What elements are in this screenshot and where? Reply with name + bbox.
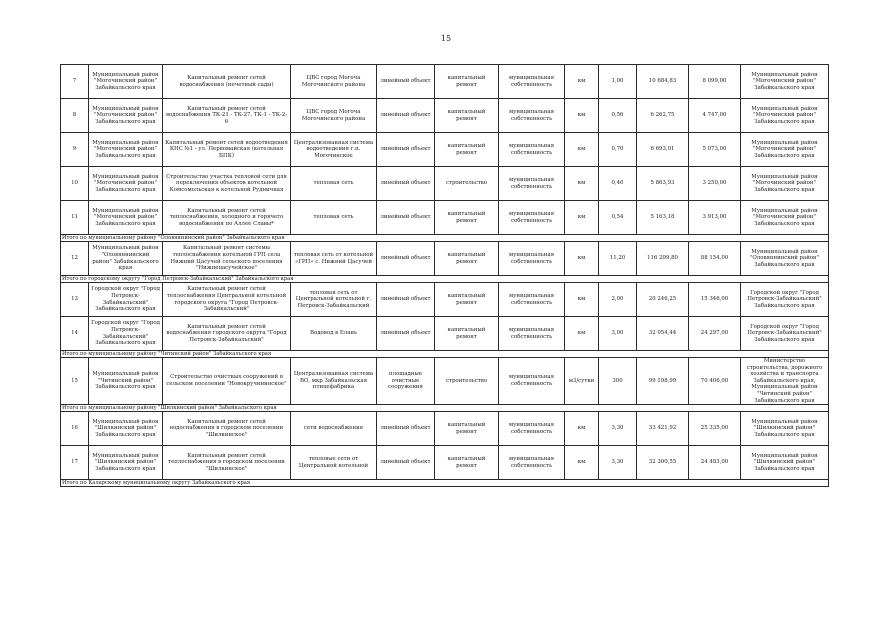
row-number: 12 xyxy=(61,242,89,276)
quantity-cell: 3,30 xyxy=(599,446,637,480)
subtotal-label: Итого по Каларскому муниципальному округу Забайкальского края xyxy=(61,480,829,487)
work-type-cell: капитальный ремонт xyxy=(435,317,499,351)
location-cell: тепловые сети от Центральной котельной xyxy=(291,446,377,480)
municipality-cell: Муниципальный район "Шилкинский район" Забайкальского края xyxy=(89,446,163,480)
location-cell: ЦВС город Могоча Могочинского района xyxy=(291,99,377,133)
work-description-cell: Капитальный ремонт сетей теплоснабжения, холодного и горячего водоснабжения по Аллее Славы* xyxy=(163,201,291,235)
recipient-cell: Муниципальный район "Могочинский район" Забайкальского края xyxy=(741,167,829,201)
location-cell: ЦВС город Могоча Могочинского района xyxy=(291,65,377,99)
cost-cell: 5 863,93 xyxy=(637,167,689,201)
ownership-cell: муниципальная собственность xyxy=(499,317,565,351)
row-number: 11 xyxy=(61,201,89,235)
table-row xyxy=(61,317,829,351)
objects-table xyxy=(60,64,829,487)
object-type-cell: линейный объект xyxy=(377,133,435,167)
ownership-cell: муниципальная собственность xyxy=(499,358,565,405)
municipality-cell: Городской округ "Город Петровск-Забайкальский" Забайкальского края xyxy=(89,283,163,317)
row-number: 16 xyxy=(61,412,89,446)
location-cell: Водовод в Елань xyxy=(291,317,377,351)
recipient-cell: Муниципальный район "Могочинский район" Забайкальского края xyxy=(741,201,829,235)
ownership-cell: муниципальная собственность xyxy=(499,242,565,276)
work-description-cell: Капитальный ремонт сетей водоснабжения (нечетный сады) xyxy=(163,65,291,99)
subsidy-cell: 4 747,00 xyxy=(689,99,741,133)
quantity-cell: 0,40 xyxy=(599,167,637,201)
row-number: 9 xyxy=(61,133,89,167)
row-number: 17 xyxy=(61,446,89,480)
work-description-cell: Строительство очистных сооружений в сельском поселении "Новокручининское" xyxy=(163,358,291,405)
unit-cell: км xyxy=(565,99,599,133)
municipality-cell: Муниципальный район "Читинский район" Забайкальского края xyxy=(89,358,163,405)
unit-cell: км xyxy=(565,446,599,480)
unit-cell: км xyxy=(565,412,599,446)
location-cell: тепловая сеть xyxy=(291,201,377,235)
subtotal-label: Итого по городскому округу "Город Петровск-Забайкальский" Забайкальского края xyxy=(61,276,829,283)
recipient-cell: Муниципальный район "Могочинский район" Забайкальского края xyxy=(741,99,829,133)
object-type-cell: линейный объект xyxy=(377,65,435,99)
table-row xyxy=(61,167,829,201)
ownership-cell: муниципальная собственность xyxy=(499,412,565,446)
subsidy-cell: 88 154,00 xyxy=(689,242,741,276)
subsidy-cell: 24 297,00 xyxy=(689,317,741,351)
object-type-cell: площадные очистные сооружения xyxy=(377,358,435,405)
unit-cell: км xyxy=(565,242,599,276)
subtotal-label: Итого по муниципальному району "Оловяннинский район" Забайкальского края xyxy=(61,235,829,242)
subsidy-cell: 70 406,00 xyxy=(689,358,741,405)
subtotal-row xyxy=(61,276,829,283)
table-row xyxy=(61,99,829,133)
work-type-cell: капитальный ремонт xyxy=(435,412,499,446)
unit-cell: км xyxy=(565,167,599,201)
subsidy-cell: 3 913,00 xyxy=(689,201,741,235)
quantity-cell: 300 xyxy=(599,358,637,405)
subsidy-cell: 5 073,00 xyxy=(689,133,741,167)
ownership-cell: муниципальная собственность xyxy=(499,99,565,133)
quantity-cell: 3,30 xyxy=(599,412,637,446)
work-description-cell: Капитальный ремонт сетей водоснабжения городского округа "Город Петровск-Забайкальский" xyxy=(163,317,291,351)
unit-cell: м3/сутки xyxy=(565,358,599,405)
object-type-cell: линейный объект xyxy=(377,99,435,133)
object-type-cell: линейный объект xyxy=(377,317,435,351)
object-type-cell: линейный объект xyxy=(377,446,435,480)
subtotal-label: Итого по муниципальному району "Шилкинский район" Забайкальского края xyxy=(61,405,829,412)
object-type-cell: линейный объект xyxy=(377,242,435,276)
work-description-cell: Капитальный ремонт сетей водоотведения КНС №1 - ул. Первомайская (котельная БПК) xyxy=(163,133,291,167)
ownership-cell: муниципальная собственность xyxy=(499,65,565,99)
work-type-cell: капитальный ремонт xyxy=(435,133,499,167)
object-type-cell: линейный объект xyxy=(377,167,435,201)
cost-cell: 116 299,80 xyxy=(637,242,689,276)
row-number: 15 xyxy=(61,358,89,405)
row-number: 10 xyxy=(61,167,89,201)
cost-cell: 32 054,44 xyxy=(637,317,689,351)
subtotal-row xyxy=(61,405,829,412)
table-row xyxy=(61,201,829,235)
table-row xyxy=(61,65,829,99)
ownership-cell: муниципальная собственность xyxy=(499,167,565,201)
ownership-cell: муниципальная собственность xyxy=(499,283,565,317)
subtotal-row xyxy=(61,480,829,487)
cost-cell: 99 198,99 xyxy=(637,358,689,405)
quantity-cell: 2,00 xyxy=(599,283,637,317)
work-type-cell: капитальный ремонт xyxy=(435,446,499,480)
page-number: 15 xyxy=(440,34,452,43)
subsidy-cell: 24 483,00 xyxy=(689,446,741,480)
municipality-cell: Муниципальный район "Могочинский район" Забайкальского края xyxy=(89,201,163,235)
municipality-cell: Муниципальный район "Могочинский район" Забайкальского края xyxy=(89,65,163,99)
unit-cell: км xyxy=(565,317,599,351)
location-cell: Централизованная система ВО, мкр Забайкальская птицефабрика xyxy=(291,358,377,405)
ownership-cell: муниципальная собственность xyxy=(499,446,565,480)
municipality-cell: Муниципальный район "Могочинский район" Забайкальского края xyxy=(89,167,163,201)
subtotal-label: Итого по муниципальному району "Читинский район" Забайкальского края xyxy=(61,351,829,358)
municipality-cell: Муниципальный район "Оловяннинский район" Забайкальского края xyxy=(89,242,163,276)
object-type-cell: линейный объект xyxy=(377,283,435,317)
quantity-cell: 0,56 xyxy=(599,99,637,133)
object-type-cell: линейный объект xyxy=(377,412,435,446)
work-type-cell: капитальный ремонт xyxy=(435,242,499,276)
location-cell: тепловая сеть от Центральной котельной г. Петровск-Забайкальский xyxy=(291,283,377,317)
ownership-cell: муниципальная собственность xyxy=(499,201,565,235)
work-description-cell: Капитальный ремонт сетей теплоснабжения в городском поселении "Шилкинское" xyxy=(163,446,291,480)
row-number: 13 xyxy=(61,283,89,317)
unit-cell: км xyxy=(565,133,599,167)
subsidy-cell: 15 346,00 xyxy=(689,283,741,317)
table-row xyxy=(61,133,829,167)
recipient-cell: Муниципальный район "Шилкинский район" Забайкальского края xyxy=(741,446,829,480)
quantity-cell: 0,70 xyxy=(599,133,637,167)
cost-cell: 6 262,75 xyxy=(637,99,689,133)
location-cell: тепловая сеть xyxy=(291,167,377,201)
work-type-cell: строительство xyxy=(435,167,499,201)
location-cell: сети водоснабжения xyxy=(291,412,377,446)
cost-cell: 6 693,01 xyxy=(637,133,689,167)
subtotal-row xyxy=(61,235,829,242)
recipient-cell: Министерство строительства, дорожного хозяйства и транспорта Забайкальского края, Муниципальный район "Читинский район" Забайкальского края xyxy=(741,358,829,405)
recipient-cell: Муниципальный район "Могочинский район" Забайкальского края xyxy=(741,133,829,167)
table-row xyxy=(61,283,829,317)
quantity-cell: 1,00 xyxy=(599,65,637,99)
object-type-cell: линейный объект xyxy=(377,201,435,235)
work-description-cell: Строительство участка тепловой сети для переключения объектов котельной Комсомольская к котельной Рудничная xyxy=(163,167,291,201)
municipality-cell: Муниципальный район "Шилкинский район" Забайкальского края xyxy=(89,412,163,446)
unit-cell: км xyxy=(565,201,599,235)
table-row xyxy=(61,412,829,446)
work-type-cell: строительство xyxy=(435,358,499,405)
subsidy-cell: 8 099,00 xyxy=(689,65,741,99)
work-description-cell: Капитальный ремонт сетей водоснабжения в городском поселении "Шилкинское" xyxy=(163,412,291,446)
row-number: 8 xyxy=(61,99,89,133)
work-description-cell: Капитальный ремонт системы теплоснабжения котельной ГРП села Нижний Цасучей сельского поселения "Нижнецасучейское" xyxy=(163,242,291,276)
cost-cell: 32 300,55 xyxy=(637,446,689,480)
work-type-cell: капитальный ремонт xyxy=(435,201,499,235)
recipient-cell: Муниципальный район "Могочинский район" Забайкальского края xyxy=(741,65,829,99)
table-row xyxy=(61,446,829,480)
work-type-cell: капитальный ремонт xyxy=(435,283,499,317)
subsidy-cell: 25 335,00 xyxy=(689,412,741,446)
work-type-cell: капитальный ремонт xyxy=(435,99,499,133)
work-type-cell: капитальный ремонт xyxy=(435,65,499,99)
cost-cell: 5 163,18 xyxy=(637,201,689,235)
work-description-cell: Капитальный ремонт сетей водоснабжения ТК-21 - ТК-27, ТК-1 - ТК-2-6 xyxy=(163,99,291,133)
quantity-cell: 3,00 xyxy=(599,317,637,351)
work-description-cell: Капитальный ремонт сетей теплоснабжения Центральной котельной городского округа "Город Петровск-Забайкальский" xyxy=(163,283,291,317)
subsidy-cell: 3 250,00 xyxy=(689,167,741,201)
location-cell: Централизованная система водоотведения г.п. Могочинское xyxy=(291,133,377,167)
unit-cell: км xyxy=(565,283,599,317)
unit-cell: км xyxy=(565,65,599,99)
location-cell: тепловая сеть от котельной «ГРП» с. Нижний Цасучей xyxy=(291,242,377,276)
recipient-cell: Городской округ "Город Петровск-Забайкальский" Забайкальского края xyxy=(741,317,829,351)
municipality-cell: Городской округ "Город Петровск-Забайкальский" Забайкальского края xyxy=(89,317,163,351)
recipient-cell: Муниципальный район "Оловяннинский район" Забайкальского края xyxy=(741,242,829,276)
ownership-cell: муниципальная собственность xyxy=(499,133,565,167)
cost-cell: 20 246,25 xyxy=(637,283,689,317)
row-number: 7 xyxy=(61,65,89,99)
subtotal-row xyxy=(61,351,829,358)
municipality-cell: Муниципальный район "Могочинский район" Забайкальского края xyxy=(89,133,163,167)
cost-cell: 33 421,92 xyxy=(637,412,689,446)
municipality-cell: Муниципальный район "Могочинский район" Забайкальского края xyxy=(89,99,163,133)
table-row xyxy=(61,358,829,405)
quantity-cell: 11,20 xyxy=(599,242,637,276)
cost-cell: 10 684,83 xyxy=(637,65,689,99)
quantity-cell: 0,54 xyxy=(599,201,637,235)
recipient-cell: Городской округ "Город Петровск-Забайкальский" Забайкальского края xyxy=(741,283,829,317)
row-number: 14 xyxy=(61,317,89,351)
recipient-cell: Муниципальный район "Шилкинский район" Забайкальского края xyxy=(741,412,829,446)
table-row xyxy=(61,242,829,276)
table-body xyxy=(61,65,829,487)
